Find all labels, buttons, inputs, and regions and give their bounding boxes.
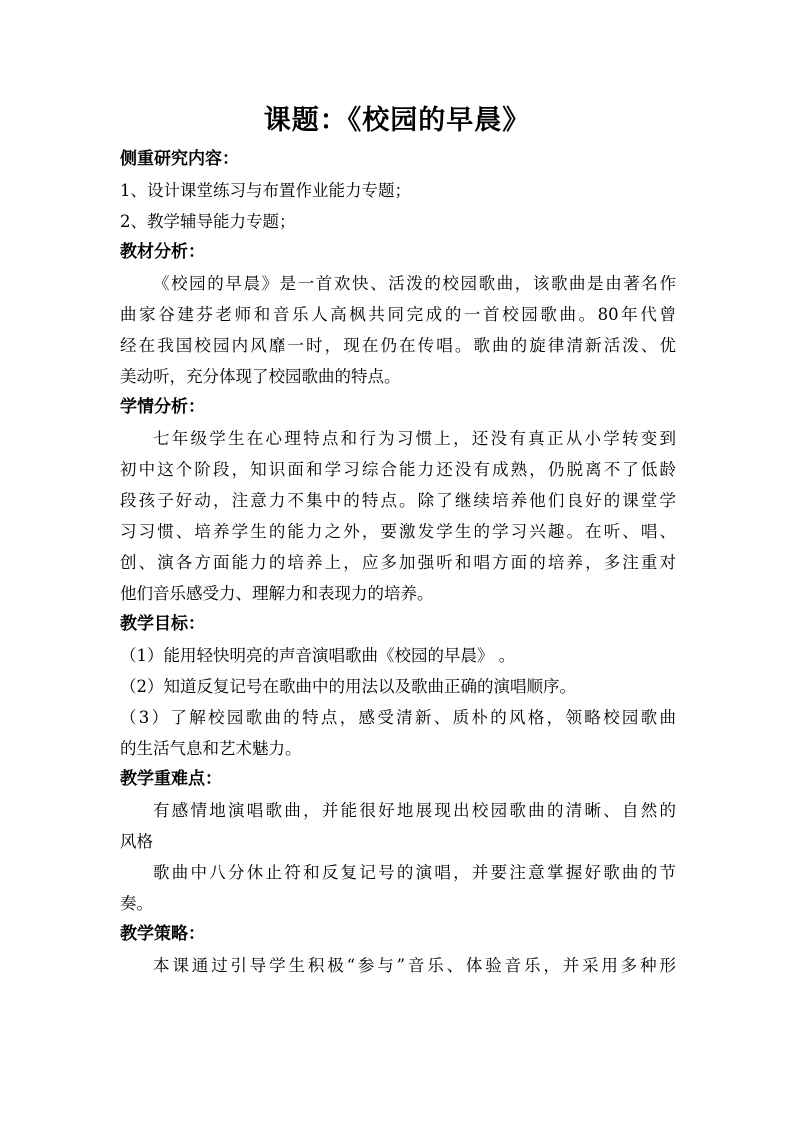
page-title: 课题：《校园的早晨》 (263, 105, 531, 136)
student-analysis-heading: 学情分析： (120, 397, 205, 417)
key-points-line: 风格 (120, 832, 153, 851)
key-points-line: 奏。 (120, 894, 153, 913)
student-analysis-line: 七年级学生在心理特点和行为习惯上，还没有真正从小学转变到 (153, 429, 676, 448)
textbook-analysis-heading: 教材分析： (120, 242, 205, 262)
student-analysis-line: 他们音乐感受力、理解力和表现力的培养。 (120, 584, 434, 603)
textbook-analysis-line: 《校园的早晨》是一首欢快、活泼的校园歌曲，该歌曲是由著名作 (153, 274, 676, 293)
goal-line: （1）能用轻快明亮的声音演唱歌曲《校园的早晨》 。 (120, 646, 516, 665)
key-points-line: 有感情地演唱歌曲，并能很好地展现出校园歌曲的清晰、自然的 (153, 801, 676, 820)
strategy-line: 本课通过引导学生积极“参与”音乐、体验音乐，并采用多种形 (153, 956, 676, 975)
document-body (120, 144, 676, 981)
textbook-analysis-line: 美动听，充分体现了校园歌曲的特点。 (120, 367, 401, 386)
student-analysis-line: 初中这个阶段，知识面和学习综合能力还没有成熟，仍脱离不了低龄 (120, 460, 676, 479)
focus-item: 2、教学辅导能力专题； (120, 212, 296, 231)
goals-heading: 教学目标： (120, 614, 205, 634)
student-analysis-line: 习习惯、培养学生的能力之外，要激发学生的学习兴趣。在听、唱、 (120, 522, 676, 541)
textbook-analysis-line: 曲家谷建芬老师和音乐人高枫共同完成的一首校园歌曲。80年代曾 (120, 305, 676, 324)
student-analysis-line: 段孩子好动，注意力不集中的特点。除了继续培养他们良好的课堂学 (120, 491, 676, 510)
key-points-heading: 教学重难点： (120, 769, 222, 789)
goal-line: （3）了解校园歌曲的特点，感受清新、质朴的风格，领略校园歌曲 (120, 708, 676, 727)
focus-item: 1、设计课堂练习与布置作业能力专题； (120, 181, 411, 200)
goal-line: 的生活气息和艺术魅力。 (120, 739, 302, 758)
goal-line: （2）知道反复记号在歌曲中的用法以及歌曲正确的演唱顺序。 (120, 677, 576, 696)
textbook-analysis-line: 经在我国校园内风靡一时，现在仍在传唱。歌曲的旋律清新活泼、优 (120, 336, 676, 355)
focus-heading: 侧重研究内容： (120, 149, 239, 169)
key-points-line: 歌曲中八分休止符和反复记号的演唱，并要注意掌握好歌曲的节 (153, 863, 676, 882)
strategy-heading: 教学策略： (120, 924, 205, 944)
student-analysis-line: 创、演各方面能力的培养上，应多加强听和唱方面的培养，多注重对 (120, 553, 676, 572)
